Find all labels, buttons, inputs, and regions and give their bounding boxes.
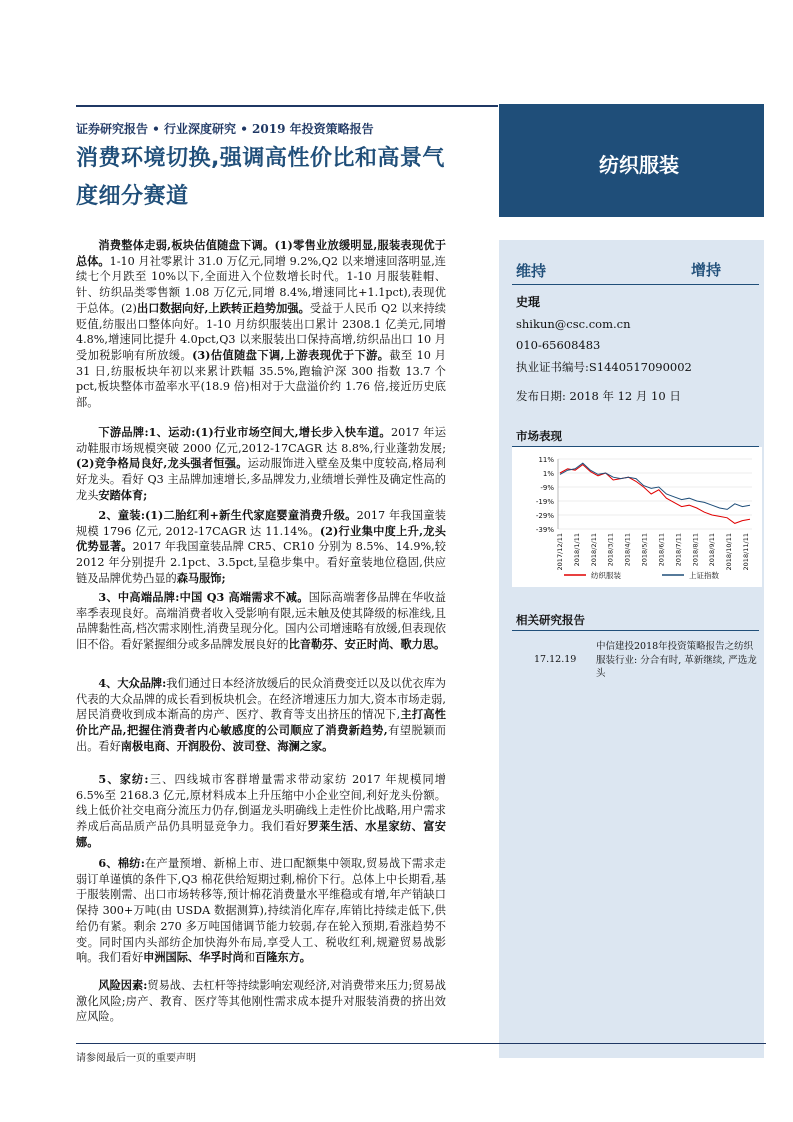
title-line-1: 消费环境切换,强调高性价比和高景气 bbox=[76, 146, 445, 171]
rating-previous: 维持 bbox=[516, 262, 547, 280]
chart-xtick-label: 2018/9/11 bbox=[708, 533, 717, 567]
chart-xtick-label: 2018/7/11 bbox=[674, 533, 683, 567]
chart-xtick-label: 2018/11/11 bbox=[742, 533, 750, 571]
analyst-phone: 010-65608483 bbox=[516, 338, 601, 352]
chart-ytick-label: -39% bbox=[535, 526, 554, 534]
chart-ytick-label: 1% bbox=[542, 470, 554, 478]
chart-xtick-label: 2018/10/11 bbox=[725, 533, 734, 571]
chart-legend-label: 纺织服装 bbox=[591, 571, 621, 580]
market-chart-svg bbox=[512, 447, 762, 587]
chart-ytick-label: -9% bbox=[540, 484, 554, 492]
report-subtitle: 证券研究报告 • 行业深度研究 • 2019 年投资策略报告 bbox=[76, 122, 374, 136]
chart-xtick-label: 2018/8/11 bbox=[691, 533, 700, 567]
market-chart bbox=[512, 447, 762, 587]
related-divider bbox=[512, 630, 759, 631]
header-rule bbox=[76, 105, 498, 107]
chart-xtick-label: 2018/6/11 bbox=[657, 533, 666, 567]
chart-series-line-0 bbox=[560, 465, 750, 524]
summary-paragraph-2: 下游品牌:1、运动:(1)行业市场空间大,增长步入快车道。2017 年运动鞋服市场规模突破 2000 亿元,2012-17CAGR 达 8.8%,行业蓬勃发展;(2)竞争格局良好,龙头强者恒强。运动服饰进入壁垒及集中度较高,格局利好龙头。看好 Q3 主品牌加速增长,多品牌发力,业绩增长弹性及确定性高的龙头安踏体育; bbox=[76, 425, 447, 502]
related-report-title[interactable]: 中信建投2018年投资策略报告之纺织服装行业: 分合有时, 革新继续, 严选龙头 bbox=[596, 641, 757, 679]
chart-xtick-label: 2018/5/11 bbox=[640, 533, 649, 567]
summary-paragraph-5: 4、大众品牌:我们通过日本经济放缓后的民众消费变迁以及以优衣库为代表的大众品牌的成长看到板块机会。在经济增速压力加大,资本市场走弱,居民消费收到成本渐高的房产、医疗、教育等支出挤压的情况下,主打高性价比产品,把握住消费者内心敏感度的公司顺应了消费新趋势,有望脱颖而出。看好南极电商、开润股份、波司登、海澜之家。 bbox=[76, 676, 446, 753]
chart-xtick-label: 2018/2/11 bbox=[589, 533, 598, 567]
analyst-email[interactable]: shikun@csc.com.cn bbox=[516, 317, 631, 331]
summary-paragraph-1: 消费整体走弱,板块估值随盘下调。(1)零售业放缓明显,服装表现优于总体。1-10 月社零累计 31.0 万亿元,同增 9.2%,Q2 以来增速回落明显,连续七个月跌至 10%以下,全面进入个位数增长时代。1-10 月服装鞋帽、针、纺织品类零售额 1.08 万亿元,同增 8.4%,增速同比+1.1pct),表现优于总体。(2)出口数据向好,上跌转正趋势加强。受益于人民币 Q2 以来持续贬值,纺服出口整体向好。1-10 月纺织服装出口累计 2308.1 亿美元,同增 4.8%,增速同比提升 4.0pct,Q3 以来服装出口保持高增,纺织品出口 10 月受加税影响有所放缓。(3)估值随盘下调,上游表现优于下游。截至 10 月 31 日,纺服板块年初以来累计跌幅 35.5%,跑输沪深 300 指数 13.7 个 pct,板块整体市盈率水平(18.9 倍)相对于大盘溢价约 1.76 倍,接近历史底部。 bbox=[76, 238, 446, 410]
chart-xtick-label: 2018/1/11 bbox=[572, 533, 581, 567]
chart-legend-label: 上证指数 bbox=[689, 571, 719, 580]
summary-paragraph-4: 3、中高端品牌:中国 Q3 高端需求不减。国际高端奢侈品牌在华收益率季表现良好。高端消费者收入受影响有限,远未触及使其降级的标准线,且品牌黏性高,档次需求刚性,消费呈现分化。国内公司增速略有放缓,但表现依旧不俗。看好紧握细分或多品牌发展良好的比音勒芬、安正时尚、歌力思。 bbox=[76, 590, 446, 652]
market-heading: 市场表现 bbox=[516, 429, 562, 443]
analyst-name: 史琨 bbox=[516, 295, 541, 309]
publish-date: 发布日期: 2018 年 12 月 10 日 bbox=[516, 389, 681, 403]
footer-disclaimer[interactable]: 请参阅最后一页的重要声明 bbox=[76, 1053, 196, 1064]
chart-ytick-label: -19% bbox=[535, 498, 554, 506]
rating-current: 增持 bbox=[691, 261, 722, 279]
title-line-2: 度细分赛道 bbox=[76, 184, 189, 209]
sector-name: 纺织服装 bbox=[599, 153, 679, 177]
risk-factors-paragraph: 风险因素:贸易战、去杠杆等持续影响宏观经济,对消费带来压力;贸易战激化风险;房产、教育、医疗等其他刚性需求成本提升对服装消费的挤出效应风险。 bbox=[76, 978, 446, 1024]
chart-xtick-label: 2018/3/11 bbox=[606, 533, 615, 567]
summary-paragraph-7: 6、棉纺:在产量预增、新棉上市、进口配额集中领取,贸易战下需求走弱订单谨慎的条件下,Q3 棉花供给短期过剩,棉价下行。总体上中长期看,基于服装刚需、出口市场转移等,预计棉花消费量水平维稳或有增,年产销缺口保持 300+万吨(由 USDA 数据测算),持续消化库存,库销比持续走低下,供给仍有紧。剩余 270 多万吨国储调节能力较弱,存在轮入预期,看涨趋势不变。同时国内头部纺企加快海外布局,享受人工、税收红利,规避贸易战影响。我们看好申洲国际、华孚时尚和百隆东方。 bbox=[76, 856, 446, 965]
related-report-date: 17.12.19 bbox=[534, 654, 577, 665]
sector-box bbox=[499, 104, 764, 217]
report-title bbox=[76, 140, 496, 216]
footer-rule bbox=[76, 1043, 766, 1044]
chart-xtick-label: 2017/12/11 bbox=[556, 533, 564, 571]
analyst-license: 执业证书编号:S1440517090002 bbox=[516, 360, 692, 374]
chart-xtick-label: 2018/4/11 bbox=[623, 533, 632, 567]
related-heading: 相关研究报告 bbox=[516, 613, 585, 627]
summary-paragraph-3: 2、童装:(1)二胎红利+新生代家庭婴童消费升级。2017 年我国童装规模 1796 亿元, 2012-17CAGR 达 11.14%。(2)行业集中度上升,龙头优势显著。2017 年我国童装品牌 CR5、CR10 分别为 8.5%、14.9%,较 2012 年分别提升 2.1pct、3.5pct,呈稳步集中。看好童装地位稳固,供应链及品牌优势凸显的森马服饰; bbox=[76, 508, 446, 585]
rating-divider bbox=[512, 284, 759, 285]
summary-paragraph-6: 5、家纺:三、四线城市客群增量需求带动家纺 2017 年规模同增 6.5%至 2168.3 亿元,原材料成本上升压缩中小企业空间,利好龙头份额。线上低价社交电商分流压力仍存,倒逼龙头明确线上走性价比战略,用户需求养成后高品质产品仍具明显竞争力。我们看好罗莱生活、水星家纺、富安娜。 bbox=[76, 772, 446, 849]
chart-ytick-label: -29% bbox=[535, 512, 554, 520]
chart-ytick-label: 11% bbox=[538, 456, 554, 464]
